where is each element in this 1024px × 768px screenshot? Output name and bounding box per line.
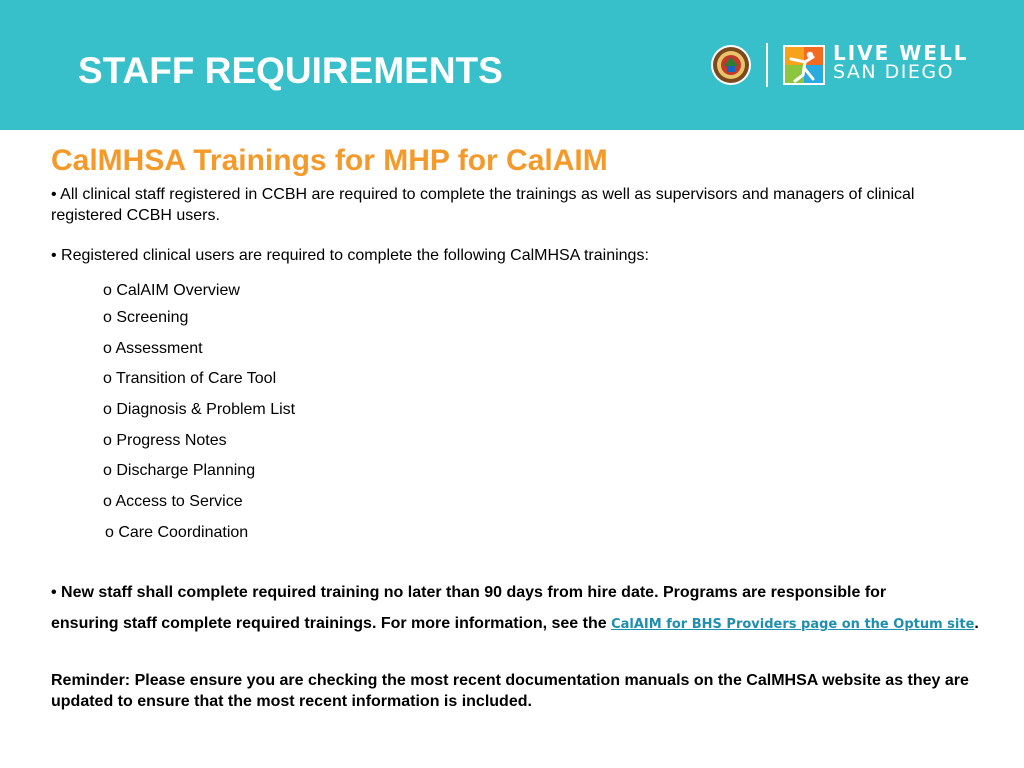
list-item: o Transition of Care Tool — [103, 370, 277, 387]
header-banner — [0, 0, 1024, 130]
list-item: o Care Coordination — [105, 524, 249, 541]
section-subtitle: CalMHSA Trainings for MHP for CalAIM — [51, 144, 608, 177]
page-title: STAFF REQUIREMENTS — [78, 50, 503, 91]
list-item: o Access to Service — [103, 493, 243, 510]
list-item: o Discharge Planning — [103, 462, 256, 479]
new-staff-text: ensuring staff complete required trainings. For more information, see the — [51, 615, 612, 632]
registered-users-paragraph: • Registered clinical users are required to complete the following CalMHSA trainings: — [51, 247, 649, 264]
live-well-wordmark — [833, 41, 969, 83]
link-suffix: . — [974, 615, 979, 632]
reminder-paragraph: Reminder: Please ensure you are checking the most recent documentation manuals on the CalMHSA website as they are updated to ensure that the most recent information is included. — [51, 672, 969, 710]
new-staff-paragraph-line2 — [51, 615, 979, 633]
clinical-staff-paragraph: • All clinical staff registered in CCBH are required to complete the trainings as well as supervisors and managers of clinical registered CCBH users. — [51, 186, 915, 224]
live-well-logo-icon — [783, 45, 825, 85]
list-item: o Assessment — [103, 340, 203, 357]
list-item: o Diagnosis & Problem List — [103, 401, 296, 418]
list-item: o Screening — [103, 309, 189, 326]
county-seal-icon — [710, 44, 752, 86]
new-staff-paragraph-line1: • New staff shall complete required training no later than 90 days from hire date. Programs are responsible for — [51, 584, 887, 601]
list-item: o CalAIM Overview — [103, 282, 240, 299]
optum-site-link[interactable]: CalAIM for BHS Providers page on the Optum site — [611, 617, 975, 632]
live-well-text: LIVE WELL — [833, 41, 969, 65]
logo-divider — [766, 43, 768, 87]
list-item: o Progress Notes — [103, 432, 227, 449]
san-diego-text: SAN DIEGO — [833, 61, 955, 83]
